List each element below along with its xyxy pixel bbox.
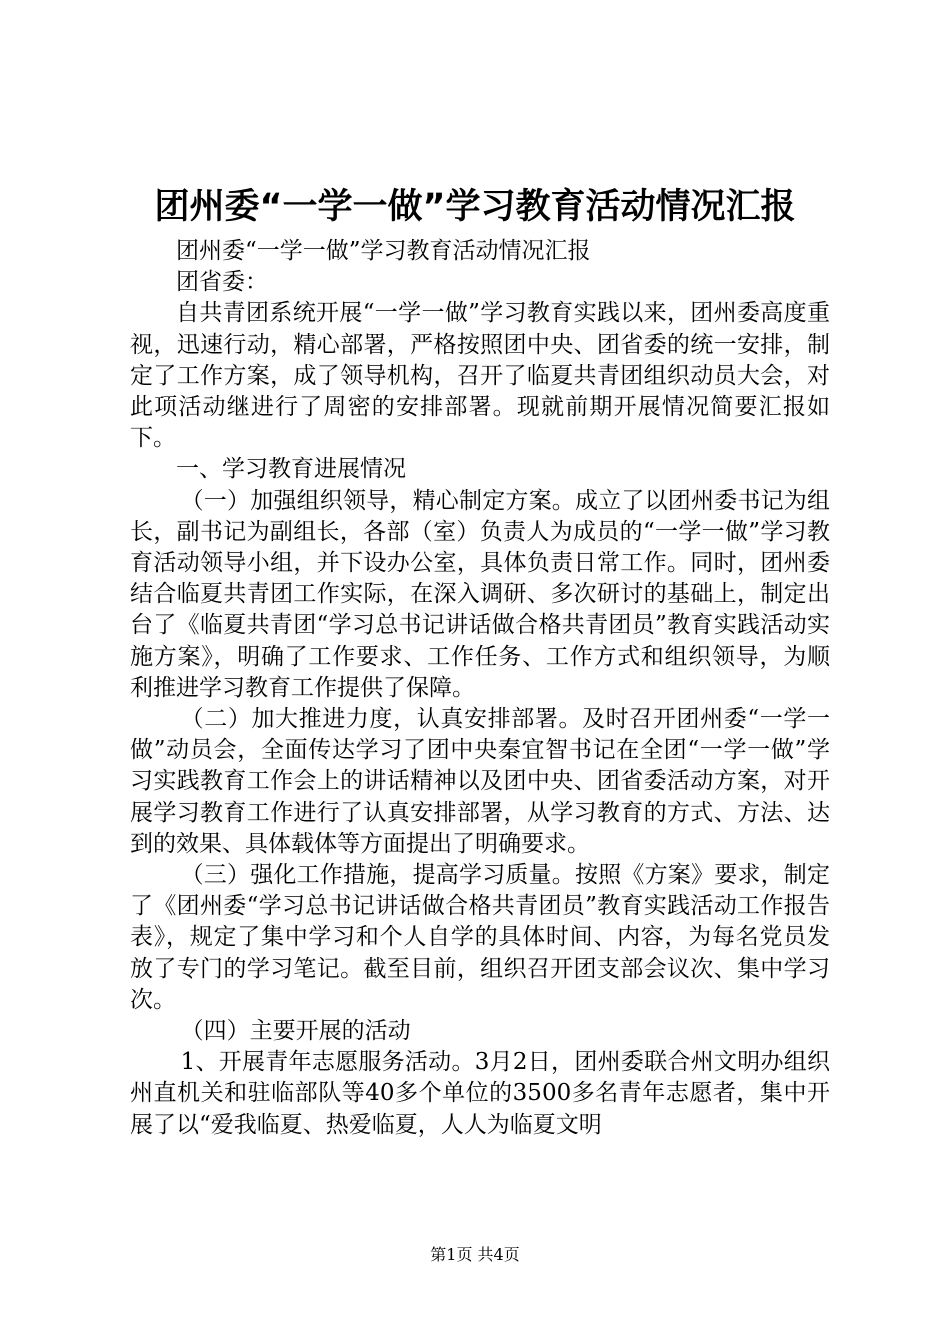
intro-paragraph: 自共青团系统开展“一学一做”学习教育实践以来，团州委高度重视，迅速行动，精心部署，严格按照团中央、团省委的统一安排，制定了工作方案，成了领导机构，召开了临夏共青团组织动员大会，对此项活动继进行了周密的安排部署。现就前期开展情况简要汇报如下。 xyxy=(130,300,830,452)
section-heading: 一、学习教育进展情况 xyxy=(176,456,406,483)
salutation-paragraph: 团省委： xyxy=(176,269,268,296)
subsection-1-paragraph: （一）加强组织领导，精心制定方案。成立了以团州委书记为组长，副书记为副组长，各部（室）负责人为成员的“一学一做”学习教育活动领导小组，并下设办公室，具体负责日常工作。同时，团州委结合临夏共青团工作实际，在深入调研、多次研讨的基础上，制定出台了《临夏共青团“学习总书记讲话做合格共青团员”教育实践活动实施方案》，明确了工作要求、工作任务、工作方式和组织领导，为顺利推进学习教育工作提供了保障。 xyxy=(130,487,830,701)
activity-1-paragraph: 1、开展青年志愿服务活动。3月2日，团州委联合州文明办组织州直机关和驻临部队等40多个单位的3500多名青年志愿者，集中开展了以“爱我临夏、热爱临夏，人人为临夏文明 xyxy=(130,1049,830,1138)
document-title: 团州委“一学一做”学习教育活动情况汇报 xyxy=(154,187,796,227)
subsection-3-paragraph: （三）强化工作措施，提高学习质量。按照《方案》要求，制定了《团州委“学习总书记讲话做合格共青团员”教育实践活动工作报告表》，规定了集中学习和个人自学的具体时间、内容，为每名党员发放了专门的学习笔记。截至目前，组织召开团支部会议次、集中学习次。 xyxy=(130,862,830,1013)
document-body xyxy=(130,236,830,1141)
subtitle-paragraph: 团州委“一学一做”学习教育活动情况汇报 xyxy=(176,238,591,264)
subsection-4-heading: （四）主要开展的活动 xyxy=(180,1018,411,1045)
subsection-2-paragraph: （二）加大推进力度，认真安排部署。及时召开团州委“一学一做”动员会，全面传达学习了团中央秦宜智书记在全团“一学一做”学习实践教育工作会上的讲话精神以及团中央、团省委活动方案，对开展学习教育工作进行了认真安排部署，从学习教育的方式、方法、达到的效果、具体载体等方面提出了明确要求。 xyxy=(130,706,830,857)
page-footer: 第1页 共4页 xyxy=(430,1245,520,1264)
